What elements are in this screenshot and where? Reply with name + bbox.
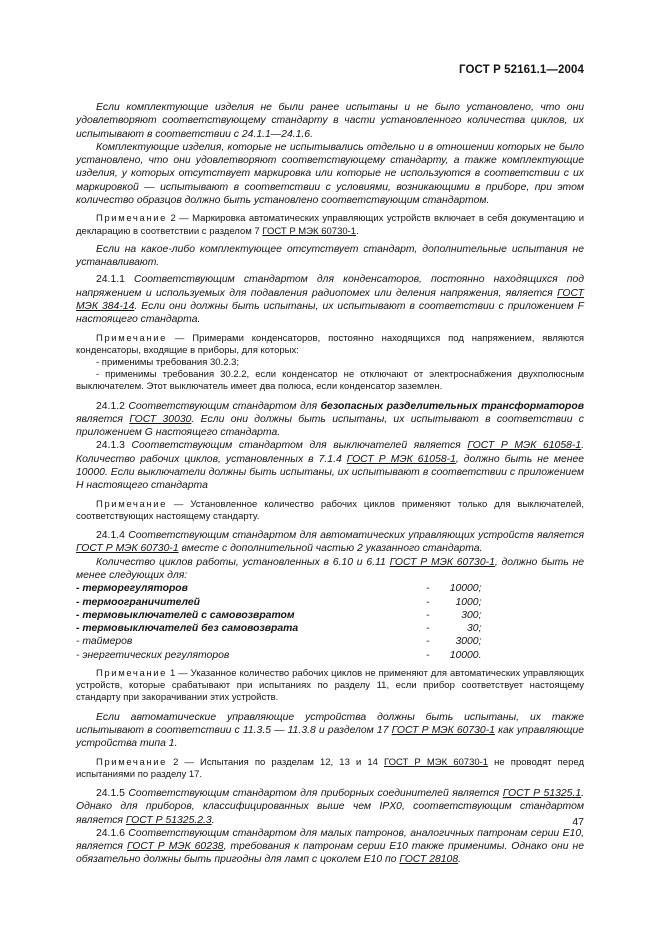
paragraph-auto-controls-testing: Если автоматические управляющие устройства должны быть испытаны, их также испытывают в соответствии с 11.3.5 — 11.3.8 и разделом 17 ГОСТ Р МЭК 60730-1 как управляющие устройства типа 1. xyxy=(76,711,584,750)
standard-reference-link[interactable]: ГОСТ Р МЭК 61058-1 xyxy=(346,453,456,465)
note-auto-controls-1: Примечание 1 — Указанное количество рабочих циклов не применяют для автоматических управляющих устройств, которые срабатывают при испытаниях по разделу 11, если прибор соответствует настоящему стандарту при закорачивании этих устройств. xyxy=(76,668,584,704)
clause-24-1-5: 24.1.5 Соответствующим стандартом для приборных соединителей является ГОСТ Р 51325.1. Однако для приборов, классифицированных выше чем IPX0, соответствующим стандартом является ГОСТ Р 51325.2.3. xyxy=(76,787,584,826)
note-label: Примечание xyxy=(96,498,167,510)
standard-reference-link[interactable]: ГОСТ Р МЭК 60730-1 xyxy=(262,225,357,237)
clause-24-1-1: 24.1.1 Соответствующим стандартом для конденсаторов, постоянно находящихся под напряжением и используемых для подавления радиопомех или деления напряжения, является ГОСТ МЭК 384-14. Если они должны быть испытаны, их испытывают в соответствии с приложением F настоящего стандарта. xyxy=(76,274,584,326)
clause-number: 24.1.1 xyxy=(96,274,125,286)
clause-number: 24.1.3 xyxy=(96,440,125,452)
list-item: - термовыключателей с самовозвратом - 300; xyxy=(76,609,482,621)
clause-24-1-3: 24.1.3 Соответствующим стандартом для выключателей является ГОСТ Р МЭК 61058-1. Количество рабочих циклов, установленных в 7.1.4 ГОСТ Р МЭК 61058-1, должно быть не менее 10000. Если выключатели должны быть испытаны, их испытывают в соответствии с приложением H настоящего стандарта xyxy=(76,440,585,492)
clause-number: 24.1.6 xyxy=(96,827,125,839)
standard-reference-link[interactable]: ГОСТ 28108 xyxy=(399,854,459,866)
paragraph-components-not-tested-separately: Комплектующие изделия, которые не испытывались отдельно и в отношении которых не было установлено, что они удовлетворяют соответствующему стандарту, а также комплектующие изделия, у которых отсутствует маркировка или которые не используются в соответствии с их маркировкой — испытывают в соответствии с условиями, возникающими в приборе, при этом количество образцов должно быть установлено соответствующим стандартом. xyxy=(76,141,584,207)
note-label: Примечание xyxy=(96,668,167,680)
note-capacitors-item: - применимы требования 30.2.2, если конденсатор не отключают от электроснабжения двухполюсным выключателем. Этот выключатель имеет два полюса, если конденсатор заземлен. xyxy=(76,369,584,393)
note-auto-controls-2: Примечание 2 — Испытания по разделам 12, 13 и 14 ГОСТ Р МЭК 60730-1 не проводят перед испытаниями по разделу 17. xyxy=(76,756,584,780)
standard-reference-link[interactable]: ГОСТ Р МЭК 60730-1 xyxy=(389,556,495,568)
list-item: - термовыключателей без самовозврата - 30; xyxy=(76,623,482,635)
standard-reference-link[interactable]: ГОСТ Р МЭК 61058-1 xyxy=(467,440,582,452)
standard-reference-link[interactable]: ГОСТ Р МЭК 60730-1 xyxy=(384,756,489,768)
clause-number: 24.1.2 xyxy=(96,400,125,412)
paragraph-cycle-count: Количество циклов работы, установленных в 6.10 и 6.11 ГОСТ Р МЭК 60730-1, должно быть не менее следующих для: xyxy=(76,556,584,581)
note-marking: Примечание 2 — Маркировка автоматических управляющих устройств включает в себя документацию и декларацию в соответствии с разделом 7 ГОСТ Р МЭК 60730-1. xyxy=(76,213,584,237)
note-label: Примечание xyxy=(96,213,167,225)
standard-reference-link[interactable]: ГОСТ Р МЭК 60730-1 xyxy=(391,724,495,736)
standard-reference-link[interactable]: ГОСТ Р 51325.2.3 xyxy=(125,814,212,826)
list-item: - термоограничителей - 1000; xyxy=(76,596,482,608)
list-item: - таймеров - 3000; xyxy=(76,636,482,648)
clause-24-1-4: 24.1.4 Соответствующим стандартом для автоматических управляющих устройств является ГОСТ Р МЭК 60730-1 вместе с дополнительной частью 2 указанного стандарта. xyxy=(76,530,584,555)
list-item: - терморегуляторов - 10000; xyxy=(76,583,482,595)
note-capacitors-item: - применимы требования 30.2.3; xyxy=(96,356,240,368)
note-label: Примечание xyxy=(96,756,167,768)
list-item: - энергетических регуляторов - 10000. xyxy=(76,649,482,661)
paragraph-no-standard: Если на какое-либо комплектующее отсутствует стандарт, дополнительные испытания не устанавливают. xyxy=(76,243,584,269)
clause-number: 24.1.4 xyxy=(96,530,125,542)
standard-reference-link[interactable]: ГОСТ Р 51325.1 xyxy=(502,787,582,799)
cycles-list xyxy=(76,582,584,662)
clause-number: 24.1.5 xyxy=(96,787,125,799)
standard-reference-link[interactable]: ГОСТ Р МЭК 60238 xyxy=(126,841,224,853)
paragraph-untested-components: Если комплектующие изделия не были ранее испытаны и не было установлено, что они удовлетворяют соответствующему стандарту в части установленного количества циклов, их испытывают в соответствии с 24.1.1—24.1.6. xyxy=(76,102,584,140)
standard-reference-link[interactable]: ГОСТ 30030 xyxy=(129,413,192,425)
note-switches: Примечание — Установленное количество рабочих циклов применяют только для выключателей, соответствующих настоящему стандарту. xyxy=(76,498,584,522)
note-label: Примечание xyxy=(96,332,167,344)
note-capacitors: Примечание — Примерами конденсаторов, постоянно находящихся под напряжением, являются конденсаторы, входящие в приборы, для которых: xyxy=(76,332,584,356)
document-header: ГОСТ Р 52161.1—2004 xyxy=(459,64,584,76)
clause-24-1-2: 24.1.2 Соответствующим стандартом для безопасных разделительных трансформаторов является ГОСТ 30030. Если они должны быть испытаны, их испытывают в соответствии с приложением G настоящего стандарта. xyxy=(76,400,584,439)
standard-reference-link[interactable]: ГОСТ МЭК 384-14 xyxy=(76,287,584,312)
standard-reference-link[interactable]: ГОСТ Р МЭК 60730-1 xyxy=(76,543,179,555)
page-content xyxy=(76,101,584,867)
clause-24-1-6: 24.1.6 Соответствующим стандартом для малых патронов, аналогичных патронам серии E10, является ГОСТ Р МЭК 60238, требования к патронам серии E10 также применимы. Однако они не обязательно должны быть пригодны для ламп с цоколем E10 по ГОСТ 28108. xyxy=(76,827,584,866)
page-number: 47 xyxy=(572,816,584,828)
